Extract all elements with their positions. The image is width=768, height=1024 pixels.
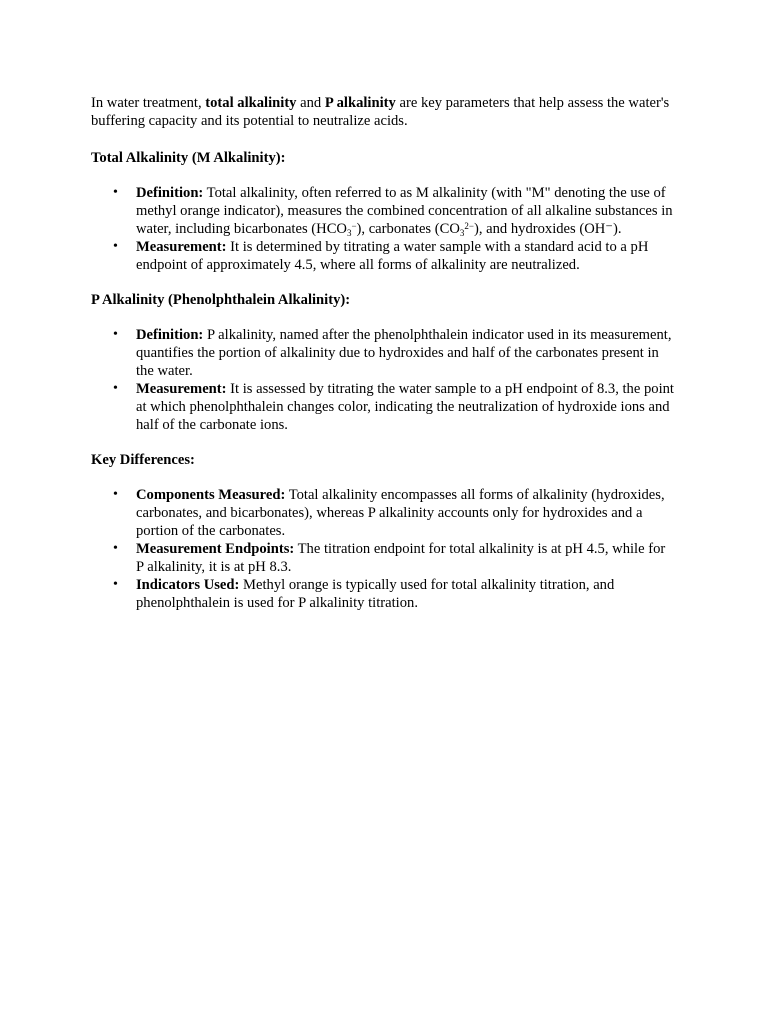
key-differences-list (91, 486, 676, 612)
total-definition-label: Definition: (136, 185, 204, 201)
intro-bold-total-alkalinity: total alkalinity (205, 95, 297, 111)
heading-key-differences: Key Differences: (91, 452, 195, 468)
document-body (91, 94, 676, 629)
indicators-used-label: Indicators Used: (136, 577, 240, 593)
intro-text-3: are key parameters that help assess the water's buffering capacity and its potential to neutralize acids. (91, 95, 670, 129)
list-item-p-definition (136, 326, 676, 380)
p-definition-text: P alkalinity, named after the phenolphthalein indicator used in its measurement, quantifies the portion of alkalinity due to hydroxides and half of the carbonates present in the water. (136, 327, 672, 379)
list-item-components-measured (136, 486, 676, 540)
total-definition-text-2: ), carbonates (CO (356, 221, 460, 237)
components-measured-label: Components Measured: (136, 487, 286, 503)
components-measured-text: Total alkalinity encompasses all forms of alkalinity (hydroxides, carbonates, and bicarbonates), whereas P alkalinity accounts only for hydroxides and a portion of the carbonates. (136, 487, 665, 539)
intro-text-1: In water treatment, (91, 95, 206, 111)
heading-total-alkalinity: Total Alkalinity (M Alkalinity): (91, 150, 286, 166)
intro-paragraph (91, 94, 676, 130)
co3-charge: 2− (464, 221, 474, 231)
p-alkalinity-list (91, 326, 676, 434)
total-measurement-label: Measurement: (136, 239, 227, 255)
total-alkalinity-list (91, 184, 676, 274)
co3-subscript: 3 (459, 228, 465, 238)
heading-p-alkalinity: P Alkalinity (Phenolphthalein Alkalinity): (91, 292, 351, 308)
list-item-total-measurement (136, 238, 676, 274)
list-item-measurement-endpoints (136, 540, 676, 576)
intro-text-2: and (296, 95, 325, 111)
measurement-endpoints-label: Measurement Endpoints: (136, 541, 295, 557)
total-definition-text-3: ), and hydroxides (OH⁻). (473, 221, 622, 237)
list-item-indicators-used (136, 576, 676, 612)
total-definition-text-1: Total alkalinity, often referred to as M alkalinity (with "M" denoting the use of methyl orange indicator), measures the combined concentration of all alkaline substances in water, including bicarbonates (HCO (136, 185, 673, 237)
hco3-subscript: 3 (346, 228, 352, 238)
p-definition-label: Definition: (136, 327, 204, 343)
p-measurement-label: Measurement: (136, 381, 227, 397)
list-item-total-definition (136, 184, 676, 238)
total-measurement-text: It is determined by titrating a water sample with a standard acid to a pH endpoint of approximately 4.5, where all forms of alkalinity are neutralized. (136, 239, 649, 273)
p-measurement-text: It is assessed by titrating the water sample to a pH endpoint of 8.3, the point at which phenolphthalein changes color, indicating the neutralization of hydroxide ions and half of the carbonate ions. (136, 381, 674, 433)
hco3-charge: − (351, 221, 357, 231)
indicators-used-text: Methyl orange is typically used for total alkalinity titration, and phenolphthalein is used for P alkalinity titration. (136, 577, 615, 611)
list-item-p-measurement (136, 380, 676, 434)
intro-bold-p-alkalinity: P alkalinity (324, 95, 396, 111)
measurement-endpoints-text: The titration endpoint for total alkalinity is at pH 4.5, while for P alkalinity, it is at pH 8.3. (136, 541, 666, 575)
